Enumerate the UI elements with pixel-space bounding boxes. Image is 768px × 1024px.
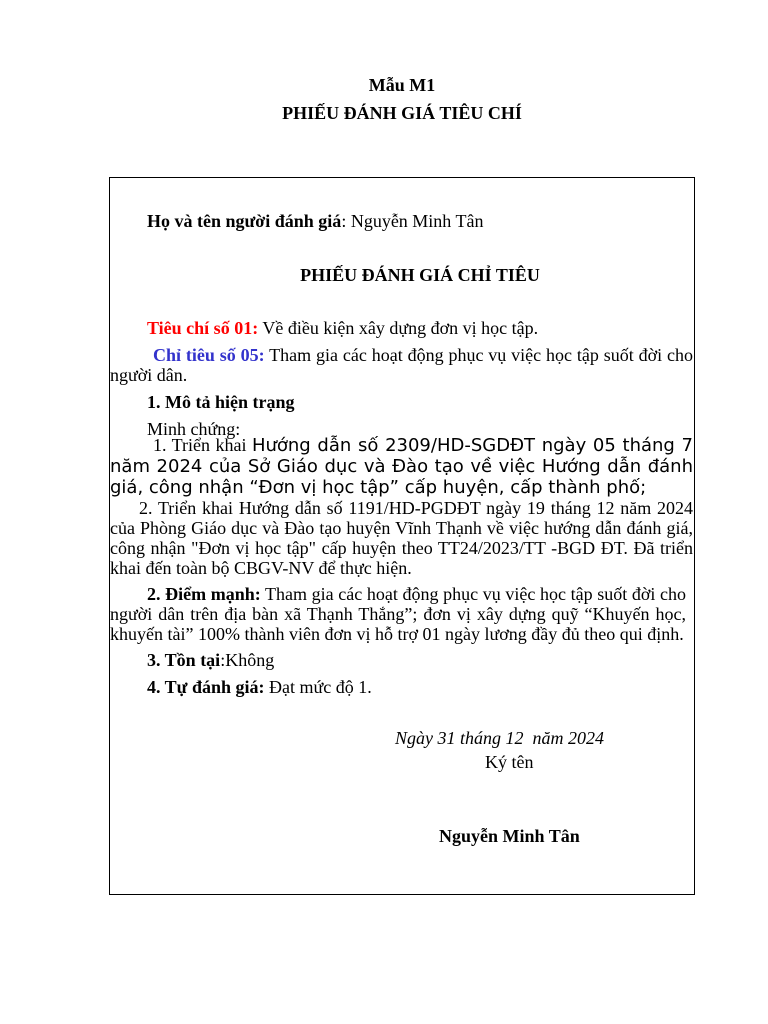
strengths-text: Tham gia các hoạt động phục vụ việc học tập suốt đời cho bbox=[260, 584, 686, 604]
evaluator-label: Họ và tên người đánh giá bbox=[147, 211, 342, 231]
evidence-2-line-3: công nhận "Đơn vị học tập" cấp huyện theo TT24/2023/TT -BGD ĐT. Đã triển bbox=[110, 538, 693, 558]
strengths-line-2: người dân trên địa bàn xã Thạnh Thắng”; đơn vị xây dựng quỹ “Khuyến học, bbox=[110, 604, 686, 624]
self-assessment-line bbox=[147, 677, 372, 697]
evidence-1-line-3: giá, công nhận “Đơn vị học tập” cấp huyện, cấp thành phố; bbox=[110, 477, 647, 498]
signature-label: Ký tên bbox=[485, 752, 534, 772]
section-1-heading: 1. Mô tả hiện trạng bbox=[147, 392, 295, 412]
criterion-text: Về điều kiện xây dựng đơn vị học tập. bbox=[258, 318, 539, 338]
form-code: Mẫu M1 bbox=[368, 75, 436, 95]
indicator-line-1 bbox=[153, 345, 693, 365]
indicator-label: Chỉ tiêu số 05: bbox=[153, 345, 265, 365]
self-assessment-label: 4. Tự đánh giá: bbox=[147, 677, 265, 697]
sheet-title: PHIẾU ĐÁNH GIÁ CHỈ TIÊU bbox=[300, 265, 540, 285]
weaknesses-label: 3. Tồn tại bbox=[147, 650, 221, 670]
evaluation-form-box bbox=[109, 177, 695, 895]
evidence-1-line-1 bbox=[153, 435, 693, 456]
weaknesses-line bbox=[147, 650, 274, 670]
evaluator-name: : Nguyễn Minh Tân bbox=[341, 211, 484, 231]
strengths-line-3: khuyến tài” 100% thành viên đơn vị hỗ trợ 01 ngày lương đầy đủ theo qui định. bbox=[110, 624, 684, 644]
form-title: PHIẾU ĐÁNH GIÁ TIÊU CHÍ bbox=[282, 103, 522, 123]
strengths-label: 2. Điểm mạnh: bbox=[147, 584, 261, 604]
strengths-line-1 bbox=[147, 584, 686, 604]
evidence-2-line-2: của Phòng Giáo dục và Đào tạo huyện Vĩnh Thạnh về việc hướng dẫn đánh giá, bbox=[110, 518, 693, 538]
evidence-2-line-1: 2. Triển khai Hướng dẫn số 1191/HD-PGDĐT ngày 19 tháng 12 năm 2024 bbox=[139, 498, 693, 518]
criterion-label: Tiêu chí số 01: bbox=[147, 318, 259, 338]
evidence-1-line-2: năm 2024 của Sở Giáo dục và Đào tạo về việc Hướng dẫn đánh bbox=[110, 456, 693, 477]
evidence-2-line-4: khai đến toàn bộ CBGV-NV để thực hiện. bbox=[110, 558, 412, 578]
indicator-line-2: người dân. bbox=[110, 365, 188, 385]
evaluator-line bbox=[147, 211, 483, 231]
evidence-label: Minh chứng: bbox=[147, 419, 241, 439]
signature-date: Ngày 31 tháng 12 năm 2024 bbox=[395, 728, 604, 748]
evidence-1-prefix: 1. Triển khai bbox=[153, 435, 252, 455]
self-assessment-value: Đạt mức độ 1. bbox=[264, 677, 372, 697]
criterion-line bbox=[147, 318, 538, 338]
evidence-1-text: Hướng dẫn số 2309/HD-SGDĐT ngày 05 tháng 7 bbox=[251, 435, 693, 456]
signer-name: Nguyễn Minh Tân bbox=[439, 826, 580, 846]
indicator-text: Tham gia các hoạt động phục vụ việc học tập suốt đời cho bbox=[264, 345, 693, 365]
weaknesses-value: :Không bbox=[220, 650, 275, 670]
